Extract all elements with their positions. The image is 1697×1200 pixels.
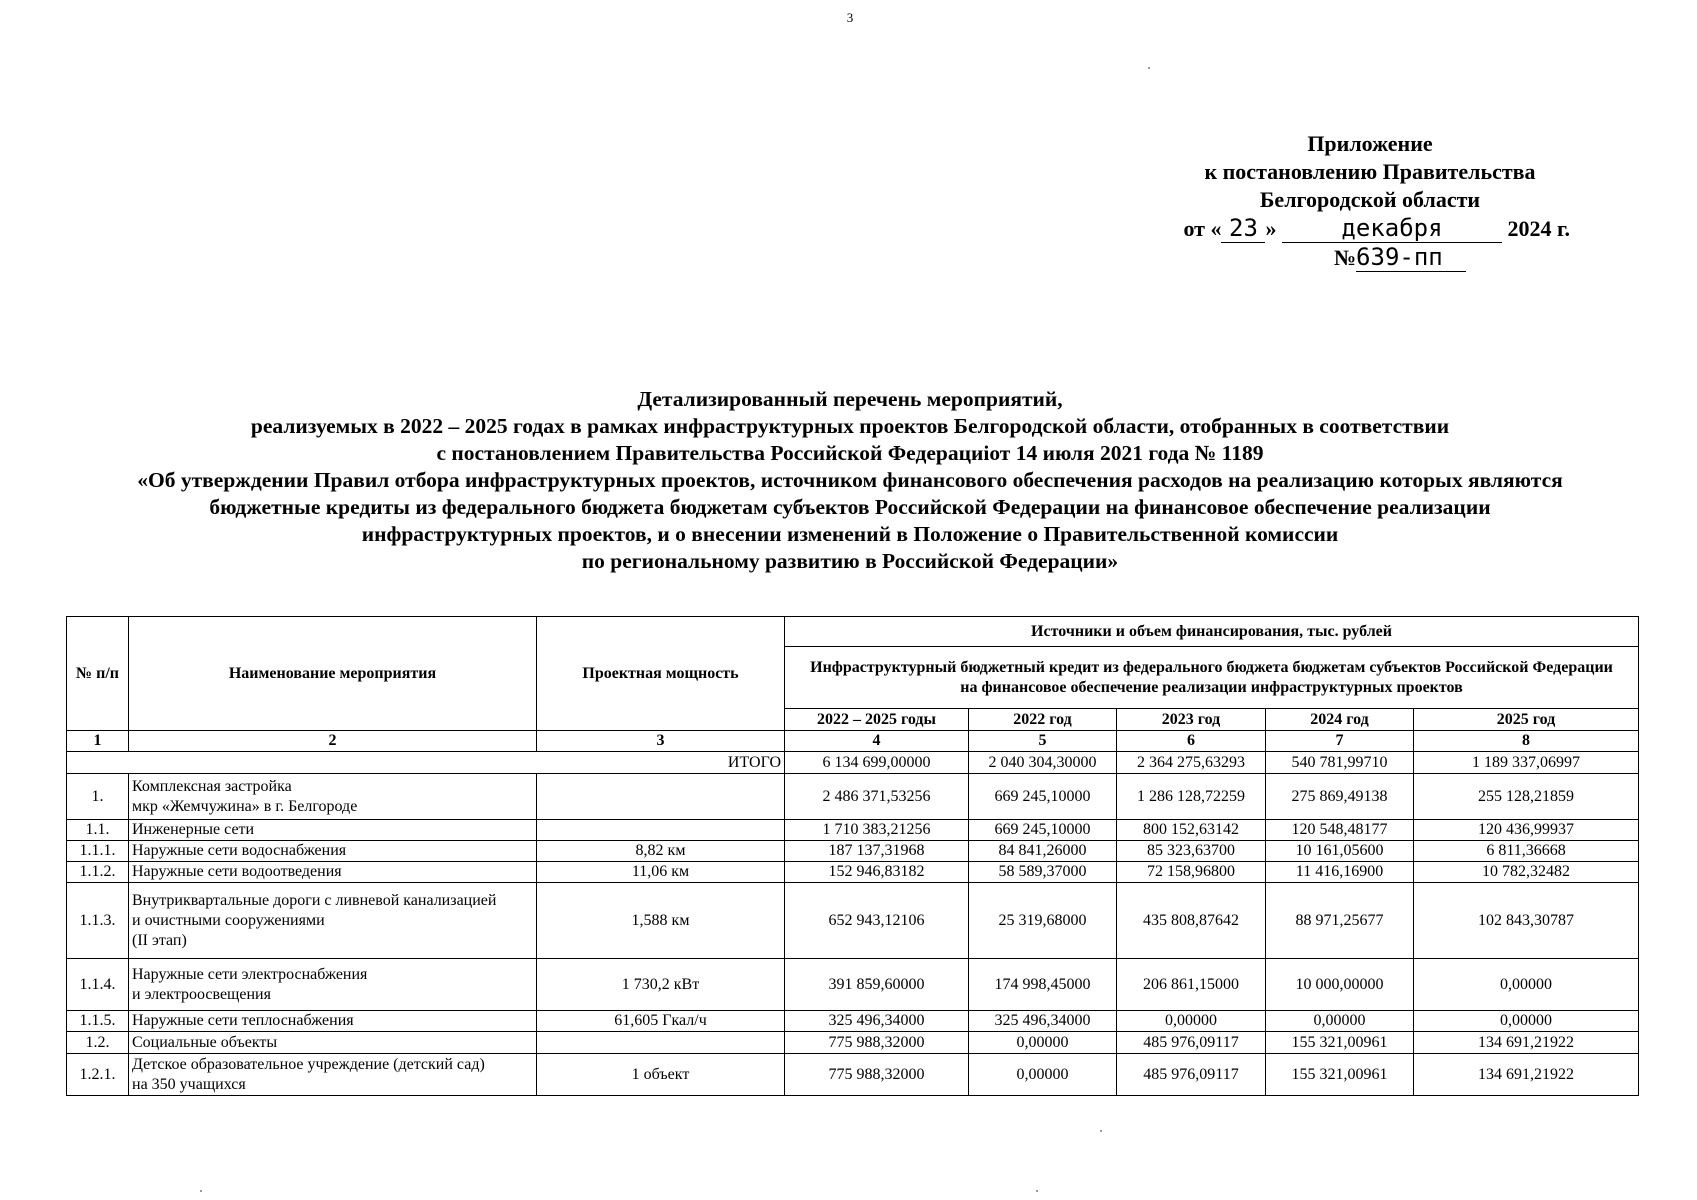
row-value: 25 319,68000	[969, 883, 1117, 959]
measures-table	[66, 616, 1639, 1096]
row-value: 669 245,10000	[969, 820, 1117, 841]
row-value: 152 946,83182	[785, 862, 969, 883]
header-year-2024: 2024 год	[1266, 709, 1414, 731]
scan-speck	[1148, 67, 1150, 69]
row-value: 0,00000	[969, 1054, 1117, 1096]
document-title	[60, 386, 1640, 575]
title-line-1: Детализированный перечень мероприятий,	[637, 387, 1063, 411]
column-number-row	[67, 731, 1639, 752]
row-number: 1.1.2.	[67, 862, 129, 883]
title-line-7: по региональному развитию в Российской Федерации»	[581, 549, 1119, 573]
row-number: 1.2.1.	[67, 1054, 129, 1096]
row-value: 206 861,15000	[1117, 959, 1266, 1011]
total-value: 2 040 304,30000	[969, 752, 1117, 774]
row-capacity: 1,588 км	[537, 883, 785, 959]
row-value: 58 589,37000	[969, 862, 1117, 883]
row-name: Социальные объекты	[129, 1032, 537, 1054]
row-value: 11 416,16900	[1266, 862, 1414, 883]
row-capacity	[537, 1032, 785, 1054]
header-capacity: Проектная мощность	[537, 617, 785, 731]
row-value: 134 691,21922	[1414, 1032, 1639, 1054]
row-name: Наружные сети водоснабжения	[129, 841, 537, 862]
row-value: 155 321,00961	[1266, 1054, 1414, 1096]
row-capacity	[537, 820, 785, 841]
date-day-handwritten: 23	[1221, 214, 1265, 243]
scan-speck	[1100, 1130, 1102, 1132]
table-row	[67, 883, 1639, 959]
row-value: 325 496,34000	[785, 1011, 969, 1032]
row-value: 174 998,45000	[969, 959, 1117, 1011]
row-value: 85 323,63700	[1117, 841, 1266, 862]
header-years-total: 2022 – 2025 годы	[785, 709, 969, 731]
title-line-2: реализуемых в 2022 – 2025 годах в рамках инфраструктурных проектов Белгородской области, отобранных в соответствии	[250, 414, 1450, 438]
row-capacity: 11,06 км	[537, 862, 785, 883]
table-row	[67, 1032, 1639, 1054]
header-year-2023: 2023 год	[1117, 709, 1266, 731]
row-value: 275 869,49138	[1266, 774, 1414, 820]
date-year: 2024 г.	[1507, 216, 1570, 241]
row-name: Инженерные сети	[129, 820, 537, 841]
col-number: 1	[67, 731, 129, 752]
title-line-4: «Об утверждении Правил отбора инфраструктурных проектов, источником финансового обеспечения расходов на реализацию которых являются	[137, 468, 1563, 492]
appendix-block	[1170, 130, 1570, 272]
row-value: 0,00000	[1414, 1011, 1639, 1032]
row-value: 485 976,09117	[1117, 1032, 1266, 1054]
col-number: 6	[1117, 731, 1266, 752]
page-number: 3	[846, 10, 854, 25]
row-value: 10 161,05600	[1266, 841, 1414, 862]
number-prefix: №	[1333, 245, 1357, 270]
row-value: 102 843,30787	[1414, 883, 1639, 959]
row-value: 435 808,87642	[1117, 883, 1266, 959]
appendix-line-1: Приложение	[1307, 131, 1433, 156]
table-row	[67, 820, 1639, 841]
row-value: 84 841,26000	[969, 841, 1117, 862]
total-label: ИТОГО	[67, 752, 785, 774]
row-value: 0,00000	[969, 1032, 1117, 1054]
appendix-line-3: Белгородской области	[1259, 187, 1481, 212]
col-number: 3	[537, 731, 785, 752]
row-number: 1.	[67, 774, 129, 820]
row-value: 0,00000	[1266, 1011, 1414, 1032]
row-capacity: 8,82 км	[537, 841, 785, 862]
title-line-5: бюджетные кредиты из федерального бюджета бюджетам субъектов Российской Федерации на финансовое обеспечение реализации	[209, 495, 1491, 519]
row-name: Внутриквартальные дороги с ливневой канализацией и очистными сооружениями (II этап)	[129, 883, 537, 959]
appendix-date-line	[1170, 214, 1570, 243]
row-value: 775 988,32000	[785, 1054, 969, 1096]
appendix-line-2: к постановлению Правительства	[1204, 159, 1536, 184]
header-year-2022: 2022 год	[969, 709, 1117, 731]
row-value: 88 971,25677	[1266, 883, 1414, 959]
row-number: 1.1.4.	[67, 959, 129, 1011]
col-number: 4	[785, 731, 969, 752]
number-handwritten: 639-пп	[1356, 243, 1466, 272]
col-number: 8	[1414, 731, 1639, 752]
row-value: 255 128,21859	[1414, 774, 1639, 820]
row-capacity: 1 730,2 кВт	[537, 959, 785, 1011]
row-value: 187 137,31968	[785, 841, 969, 862]
row-value: 391 859,60000	[785, 959, 969, 1011]
table-body	[67, 752, 1639, 1096]
col-number: 7	[1266, 731, 1414, 752]
row-value: 652 943,12106	[785, 883, 969, 959]
total-value: 2 364 275,63293	[1117, 752, 1266, 774]
row-value: 800 152,63142	[1117, 820, 1266, 841]
row-name: Наружные сети электроснабжения и электроосвещения	[129, 959, 537, 1011]
row-value: 775 988,32000	[785, 1032, 969, 1054]
row-value: 120 436,99937	[1414, 820, 1639, 841]
table-row	[67, 1011, 1639, 1032]
row-name: Наружные сети водоотведения	[129, 862, 537, 883]
row-number: 1.1.	[67, 820, 129, 841]
row-capacity: 61,605 Гкал/ч	[537, 1011, 785, 1032]
row-value: 1 710 383,21256	[785, 820, 969, 841]
header-name: Наименование мероприятия	[129, 617, 537, 731]
row-capacity	[537, 774, 785, 820]
row-value: 10 000,00000	[1266, 959, 1414, 1011]
header-sources: Источники и объем финансирования, тыс. рублей	[785, 617, 1639, 647]
table-row	[67, 862, 1639, 883]
total-row	[67, 752, 1639, 774]
row-value: 2 486 371,53256	[785, 774, 969, 820]
row-number: 1.2.	[67, 1032, 129, 1054]
row-value: 325 496,34000	[969, 1011, 1117, 1032]
row-value: 0,00000	[1414, 959, 1639, 1011]
header-credit: Инфраструктурный бюджетный кредит из федерального бюджета бюджетам субъектов Российской Федерации на финансовое обеспечение реализации инфраструктурных проектов	[785, 647, 1639, 709]
total-value: 1 189 337,06997	[1414, 752, 1639, 774]
total-value: 540 781,99710	[1266, 752, 1414, 774]
row-value: 72 158,96800	[1117, 862, 1266, 883]
row-name: Комплексная застройка мкр «Жемчужина» в г. Белгороде	[129, 774, 537, 820]
table-row	[67, 774, 1639, 820]
row-number: 1.1.1.	[67, 841, 129, 862]
row-number: 1.1.3.	[67, 883, 129, 959]
row-number: 1.1.5.	[67, 1011, 129, 1032]
header-num: № п/п	[67, 617, 129, 731]
row-value: 0,00000	[1117, 1011, 1266, 1032]
scan-speck	[1036, 1190, 1038, 1192]
title-line-6: инфраструктурных проектов, и о внесении изменений в Положение о Правительственной комиссии	[361, 522, 1339, 546]
col-number: 2	[129, 731, 537, 752]
row-name: Наружные сети теплоснабжения	[129, 1011, 537, 1032]
row-value: 120 548,48177	[1266, 820, 1414, 841]
table-row	[67, 841, 1639, 862]
header-year-2025: 2025 год	[1414, 709, 1639, 731]
title-line-3: с постановлением Правительства Российской Федерациiот 14 июля 2021 года № 1189	[436, 441, 1264, 465]
table-row	[67, 1054, 1639, 1096]
row-name: Детское образовательное учреждение (детский сад) на 350 учащихся	[129, 1054, 537, 1096]
appendix-number-line	[1170, 243, 1570, 272]
date-mid: »	[1265, 216, 1277, 241]
table-row	[67, 959, 1639, 1011]
row-value: 485 976,09117	[1117, 1054, 1266, 1096]
row-value: 155 321,00961	[1266, 1032, 1414, 1054]
col-number: 5	[969, 731, 1117, 752]
row-value: 1 286 128,72259	[1117, 774, 1266, 820]
row-value: 10 782,32482	[1414, 862, 1639, 883]
row-capacity: 1 объект	[537, 1054, 785, 1096]
date-month-handwritten: декабря	[1282, 214, 1502, 243]
scan-speck	[200, 1190, 202, 1192]
total-value: 6 134 699,00000	[785, 752, 969, 774]
date-prefix: от «	[1183, 216, 1222, 241]
row-value: 134 691,21922	[1414, 1054, 1639, 1096]
row-value: 6 811,36668	[1414, 841, 1639, 862]
row-value: 669 245,10000	[969, 774, 1117, 820]
